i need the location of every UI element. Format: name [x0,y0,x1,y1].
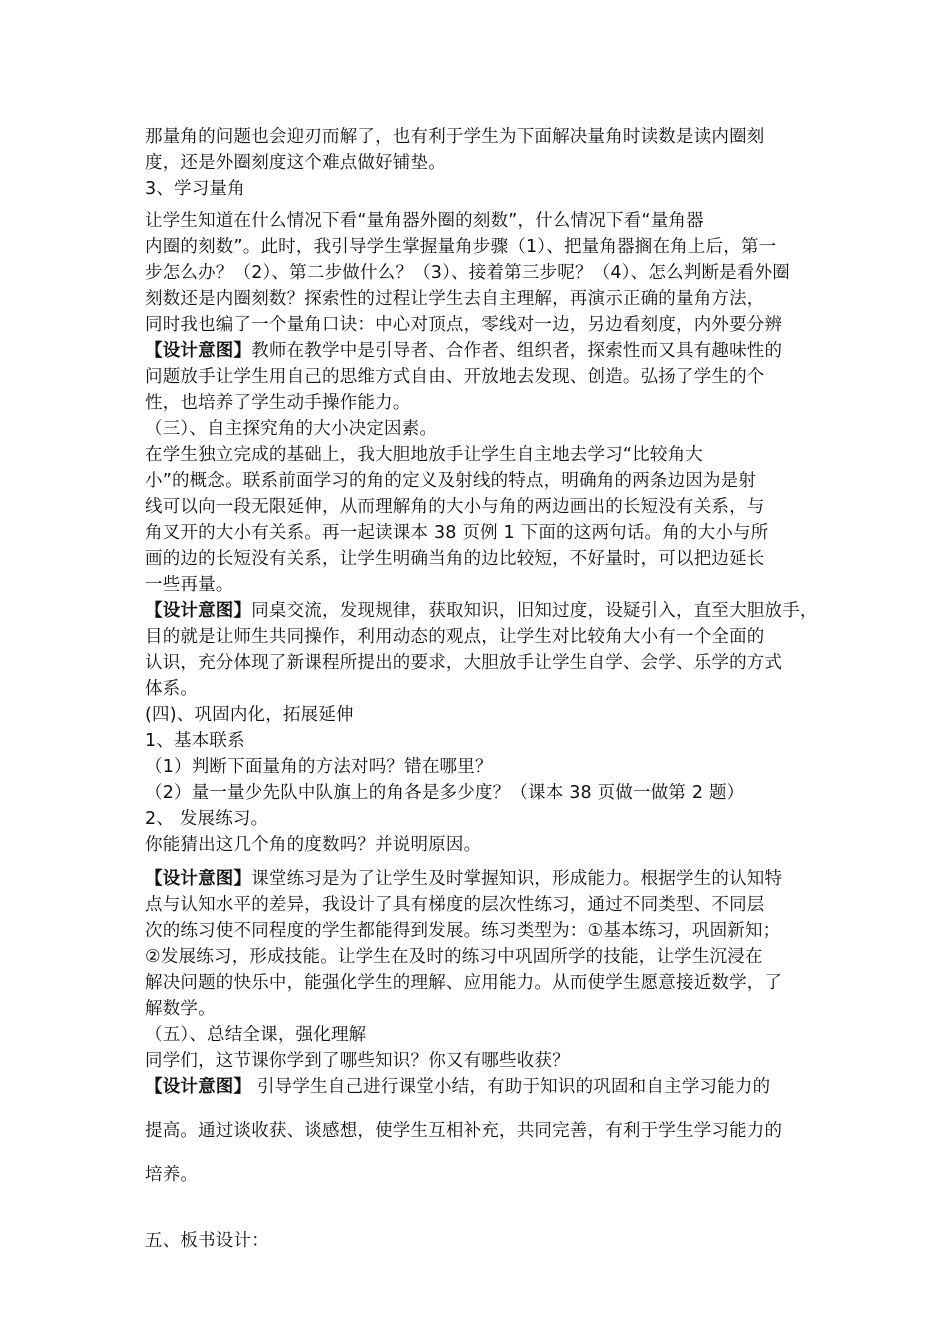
paragraph-line: 问题放手让学生用自己的思维方式自由、开放地去发现、创造。弘扬了学生的个 [145,367,765,387]
paragraph-line: 线可以向一段无限延伸，从而理解角的大小与角的两边画出的长短没有关系，与 [145,497,765,517]
paragraph-line: 内圈的刻数”。此时，我引导学生掌握量角步骤（1）、把量角器搁在角上后，第一 [145,237,777,257]
paragraph-line: 提高。通过谈收获、谈感想，使学生互相补充，共同完善，有利于学生学习能力的 [145,1121,783,1141]
paragraph-line: 同时我也编了一个量角口诀：中心对顶点，零线对一边，另边看刻度，内外要分辨 [145,315,783,335]
paragraph-line: 画的边的长短没有关系，让学生明确当角的边比较短，不好量时，可以把边延长 [145,549,765,569]
design-intent-line [145,866,825,892]
exercise-item: （1）判断下面量角的方法对吗？错在哪里？ [145,757,493,777]
paragraph-line: ②发展练习，形成技能。让学生在及时的练习中巩固所学的技能，让学生沉浸在 [145,947,763,967]
paragraph-line: 解数学。 [145,999,216,1019]
design-intent-text: 同桌交流，发现规律，获取知识，旧知过度，设疑引入，直至大胆放手， [251,601,818,621]
design-intent-label: 【设计意图】 [145,601,252,621]
paragraph-line: 点与认知水平的差异，我设计了具有梯度的层次性练习，通过不同类型、不同层 [145,895,765,915]
exercise-heading: 2、 发展练习。 [145,809,269,829]
design-intent-text: 引导学生自己进行课堂小结，有助于知识的巩固和自主学习能力的 [251,1077,771,1097]
exercise-item: （2）量一量少先队中队旗上的角各是多少度？（课本 38 页做一做第 2 题） [145,783,745,803]
design-intent-label: 【设计意图】 [145,869,252,889]
paragraph-line: 目的就是让师生共同操作，利用动态的观点，让学生对比较角大小有一个全面的 [145,627,765,647]
paragraph-line: 解决问题的快乐中，能强化学生的理解、应用能力。从而使学生愿意接近数学，了 [145,973,783,993]
paragraph-line: 那量角的问题也会迎刃而解了，也有利于学生为下面解决量角时读数是读内圈刻 [145,127,765,147]
design-intent-text: 教师在教学中是引导者、合作者、组织者，探索性而又具有趣味性的 [251,341,783,361]
paragraph-line: 次的练习使不同程度的学生都能得到发展。练习类型为：①基本练习，巩固新知； [145,921,781,941]
design-intent-line [145,338,825,364]
paragraph-line: 性，也培养了学生动手操作能力。 [145,393,411,413]
paragraph-line: 让学生知道在什么情况下看“量角器外圈的刻数”，什么情况下看“量角器 [145,211,704,231]
paragraph-line: 体系。 [145,679,199,699]
paragraph-line: 度，还是外圈刻度这个难点做好铺垫。 [145,153,446,173]
paragraph-line: 培养。 [145,1165,199,1185]
paragraph-line: 步怎么办？（2）、第二步做什么？（3）、接着第三步呢？（4）、怎么判断是看外圈 [145,263,790,283]
paragraph-line: 小”的概念。联系前面学习的角的定义及射线的特点，明确角的两条边因为是射 [145,471,757,491]
section-heading: （三）、自主探究角的大小决定因素。 [145,419,438,439]
design-intent-line [145,1074,825,1100]
paragraph-line: 角叉开的大小有关系。再一起读课本 38 页例 1 下面的这两句话。角的大小与所 [145,523,769,543]
exercise-item: 你能猜出这几个角的度数吗？并说明原因。 [145,835,482,855]
paragraph-line: 刻数还是内圈刻数？探索性的过程让学生去自主理解，再演示正确的量角方法， [145,289,765,309]
paragraph-line: 在学生独立完成的基础上，我大胆地放手让学生自主地去学习“比较角大 [145,445,703,465]
section-heading: (四)、巩固内化，拓展延伸 [145,705,354,725]
design-intent-label: 【设计意图】 [145,341,252,361]
design-intent-line [145,598,825,624]
exercise-heading: 1、基本联系 [145,731,245,751]
section-heading: 3、学习量角 [145,179,245,199]
design-intent-label: 【设计意图】 [145,1077,252,1097]
design-intent-text: 课堂练习是为了让学生及时掌握知识，形成能力。根据学生的认知特 [251,869,783,889]
paragraph-line: 同学们，这节课你学到了哪些知识？你又有哪些收获？ [145,1051,570,1071]
section-heading: 五、板书设计： [145,1231,269,1251]
paragraph-line: 一些再量。 [145,575,234,595]
section-heading: （五）、总结全课，强化理解 [145,1025,367,1045]
paragraph-line: 认识，充分体现了新课程所提出的要求，大胆放手让学生自学、会学、乐学的方式 [145,653,783,673]
